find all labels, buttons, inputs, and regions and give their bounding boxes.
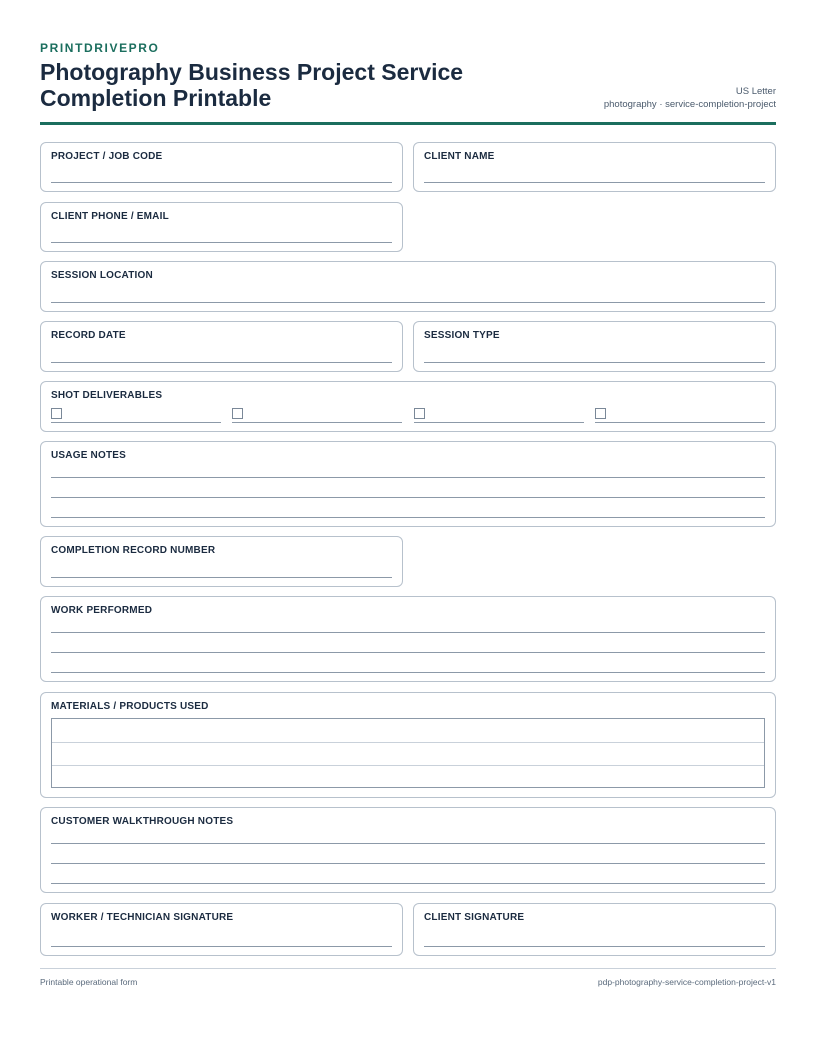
shot-deliverables-label: SHOT DELIVERABLES xyxy=(51,390,163,401)
walkthrough-notes-line[interactable] xyxy=(51,863,765,864)
usage-notes-line[interactable] xyxy=(51,477,765,478)
client-name-field[interactable] xyxy=(413,142,776,192)
work-performed-line[interactable] xyxy=(51,672,765,673)
deliverable-item[interactable] xyxy=(414,408,584,423)
worker-signature-field[interactable] xyxy=(40,903,403,956)
client-name-label: CLIENT NAME xyxy=(424,151,495,162)
walkthrough-notes-line[interactable] xyxy=(51,843,765,844)
deliverable-item[interactable] xyxy=(595,408,765,423)
session-type-field[interactable] xyxy=(413,321,776,372)
client-signature-line[interactable] xyxy=(424,946,765,947)
session-type-line[interactable] xyxy=(424,362,765,363)
walkthrough-notes-field[interactable] xyxy=(40,807,776,893)
usage-notes-label: USAGE NOTES xyxy=(51,450,126,461)
usage-notes-line[interactable] xyxy=(51,517,765,518)
project-code-field[interactable] xyxy=(40,142,403,192)
header-rule xyxy=(40,122,776,125)
deliverable-item[interactable] xyxy=(51,408,221,423)
project-code-line[interactable] xyxy=(51,182,392,183)
client-contact-line[interactable] xyxy=(51,242,392,243)
walkthrough-notes-line[interactable] xyxy=(51,883,765,884)
record-date-line[interactable] xyxy=(51,362,392,363)
checkbox[interactable] xyxy=(51,408,62,419)
worker-signature-line[interactable] xyxy=(51,946,392,947)
work-performed-field[interactable] xyxy=(40,596,776,682)
document-meta xyxy=(604,85,776,111)
worker-signature-label: WORKER / TECHNICIAN SIGNATURE xyxy=(51,912,234,923)
checkbox[interactable] xyxy=(595,408,606,419)
footer-form-id: pdp-photography-service-completion-project-v1 xyxy=(597,977,776,987)
brand-name: PRINTDRIVEPRO xyxy=(40,41,160,55)
client-signature-label: CLIENT SIGNATURE xyxy=(424,912,525,923)
client-contact-label: CLIENT PHONE / EMAIL xyxy=(51,211,169,222)
completion-record-number-line[interactable] xyxy=(51,577,392,578)
session-location-line[interactable] xyxy=(51,302,765,303)
work-performed-label: WORK PERFORMED xyxy=(51,605,153,616)
materials-used-label: MATERIALS / PRODUCTS USED xyxy=(51,701,209,712)
client-contact-field[interactable] xyxy=(40,202,403,252)
session-location-label: SESSION LOCATION xyxy=(51,270,153,281)
record-date-field[interactable] xyxy=(40,321,403,372)
client-name-line[interactable] xyxy=(424,182,765,183)
project-code-label: PROJECT / JOB CODE xyxy=(51,151,163,162)
document-tag: photography · service-completion-project xyxy=(603,99,776,110)
work-performed-line[interactable] xyxy=(51,652,765,653)
usage-notes-field[interactable] xyxy=(40,441,776,527)
session-type-label: SESSION TYPE xyxy=(424,330,500,341)
usage-notes-line[interactable] xyxy=(51,497,765,498)
materials-used-field xyxy=(40,692,776,798)
completion-record-number-label: COMPLETION RECORD NUMBER xyxy=(51,545,216,556)
table-row-divider xyxy=(52,765,764,766)
completion-record-number-field[interactable] xyxy=(40,536,403,587)
record-date-label: RECORD DATE xyxy=(51,330,126,341)
materials-table[interactable] xyxy=(51,718,765,788)
paper-size: US Letter xyxy=(735,86,776,97)
footer-rule xyxy=(40,968,776,969)
checkbox[interactable] xyxy=(414,408,425,419)
walkthrough-notes-label: CUSTOMER WALKTHROUGH NOTES xyxy=(51,816,234,827)
table-row-divider xyxy=(52,742,764,743)
page-title: Photography Business Project Service Completion Printable xyxy=(40,59,464,111)
shot-deliverables-field xyxy=(40,381,776,432)
work-performed-line[interactable] xyxy=(51,632,765,633)
footer-left-text: Printable operational form xyxy=(40,977,138,987)
checkbox[interactable] xyxy=(232,408,243,419)
deliverable-item[interactable] xyxy=(232,408,402,423)
client-signature-field[interactable] xyxy=(413,903,776,956)
session-location-field[interactable] xyxy=(40,261,776,312)
